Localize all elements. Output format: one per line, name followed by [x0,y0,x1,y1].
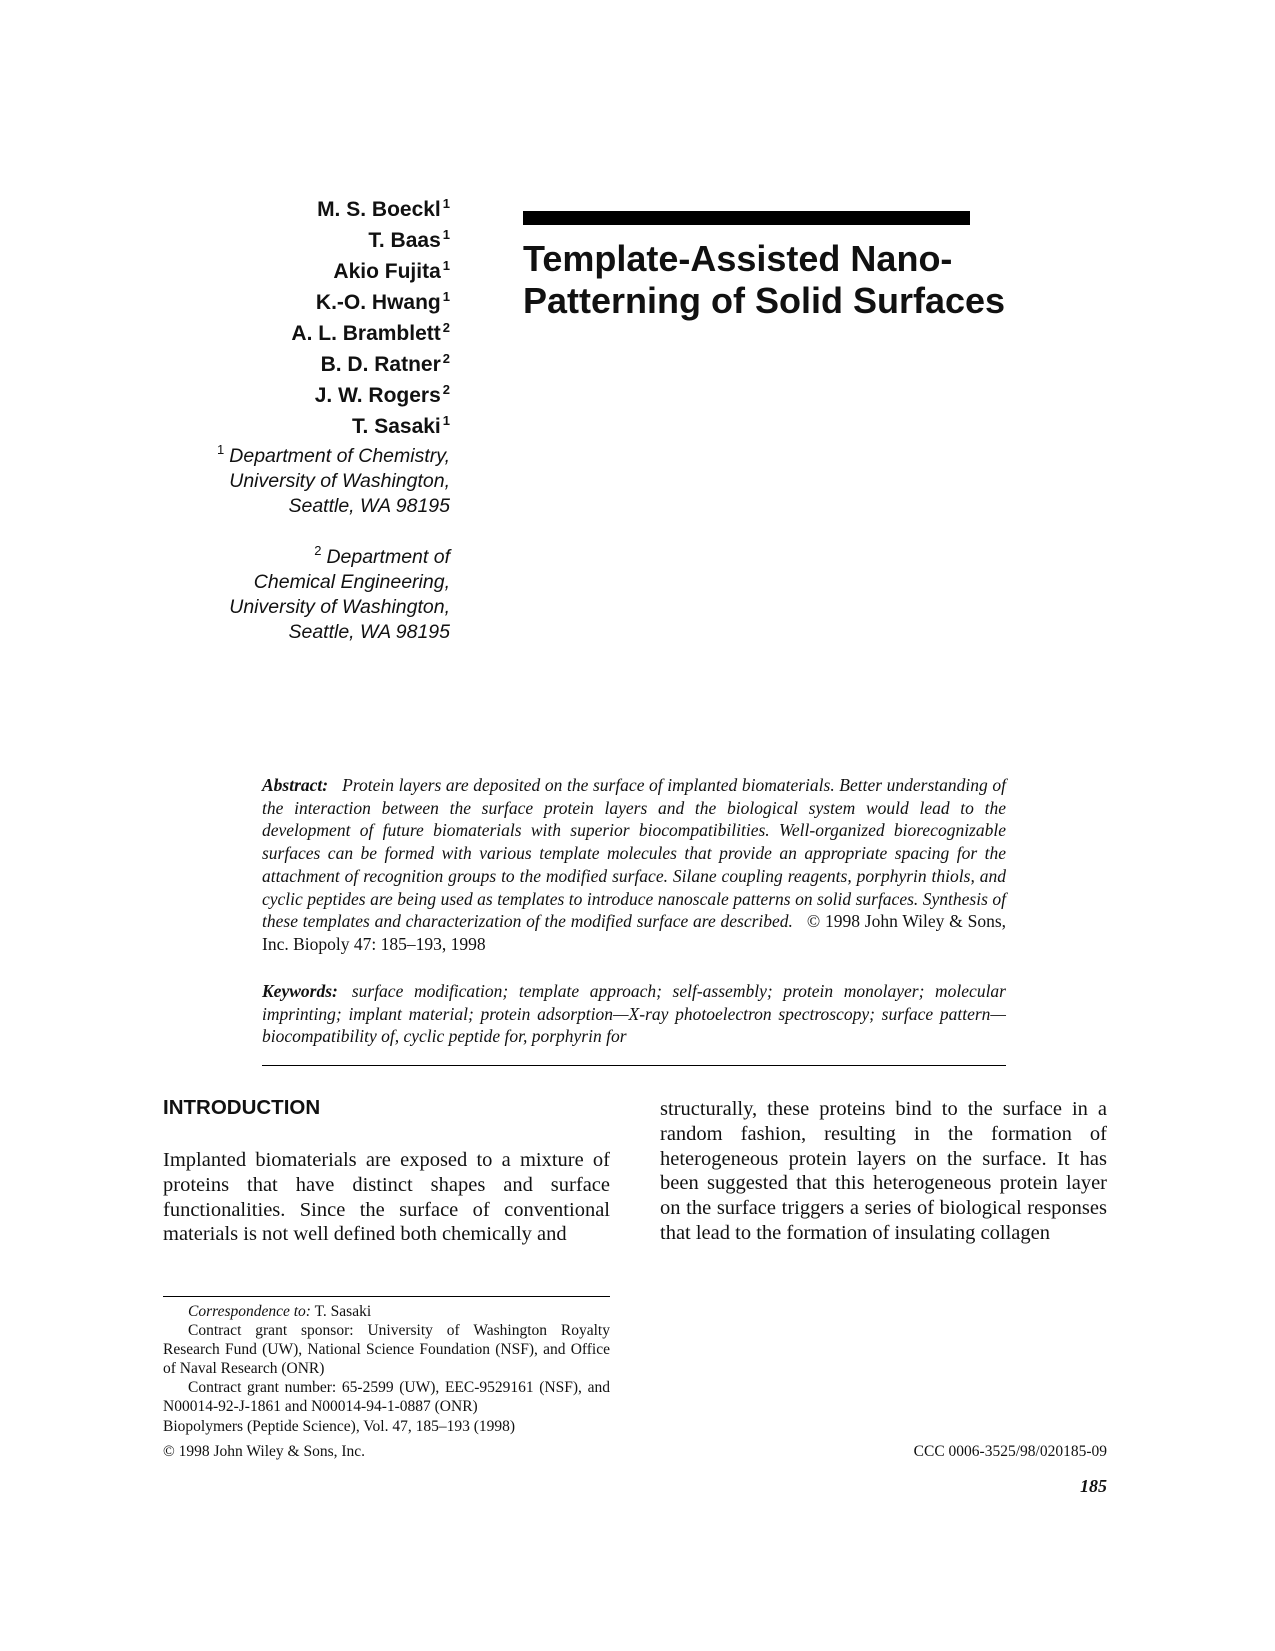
affiliation-line [150,570,450,595]
title-bar [523,211,970,225]
correspondence-label: Correspondence to: [188,1303,311,1320]
affiliation-line [150,494,450,519]
author-name-text: A. L. Bramblett [291,322,441,345]
affiliation-text: Department of [326,546,450,568]
affiliation-line [150,595,450,620]
keywords [262,980,1006,1048]
affiliation-text: Chemical Engineering, [253,571,450,593]
author-name-text: T. Sasaki [352,415,441,438]
author-name-text: T. Baas [368,229,441,252]
author-affiliation-mark: 1 [442,413,450,428]
author-affiliation-mark: 2 [442,382,450,397]
author-affiliation-mark: 2 [442,351,450,366]
author-affiliation-mark: 1 [442,196,450,211]
author-affiliation-mark: 1 [442,227,450,242]
footnotes [163,1302,610,1416]
affiliation-text: Seattle, WA 98195 [288,495,450,517]
grant-sponsor-note: Contract grant sponsor: University of Washington Royalty Research Fund (UW), National Science Foundation (NSF), and Office of Naval Research (ONR) [163,1322,610,1377]
correspondence-name: T. Sasaki [314,1303,372,1320]
affiliation-line [150,620,450,645]
affiliation-text: Seattle, WA 98195 [288,621,450,643]
introduction-heading: INTRODUCTION [163,1096,321,1119]
title-line-2: Patterning of Solid Surfaces [523,280,1006,321]
affiliation-mark: 2 [314,543,322,558]
keywords-label: Keywords: [262,981,338,1001]
author-name-text: B. D. Ratner [320,353,441,376]
abstract-citation: © 1998 John Wiley & Sons, Inc. Biopoly 47: 185–193, 1998 [262,911,1007,954]
affiliation-1 [150,444,450,519]
correspondence-note [163,1302,610,1321]
affiliation-line [150,444,450,469]
author-affiliation-mark: 1 [442,289,450,304]
copyright-notice: © 1998 John Wiley & Sons, Inc. [163,1443,366,1460]
ccc-code: CCC 0006-3525/98/020185-09 [913,1443,1107,1460]
author-name [150,349,450,380]
affiliation-text: University of Washington, [229,596,450,618]
author-name-text: K.-O. Hwang [315,291,441,314]
affiliation-text: Department of Chemistry, [229,445,450,467]
page-number: 185 [1080,1476,1107,1496]
author-list [150,194,450,645]
author-name [150,318,450,349]
affiliation-text: University of Washington, [229,470,450,492]
affiliation-2 [150,545,450,645]
author-name [150,256,450,287]
journal-citation: Biopolymers (Peptide Science), Vol. 47, 185–193 (1998) [163,1418,516,1435]
introduction-text-right: structurally, these proteins bind to the surface in a random fashion, resulting in the formation of heterogeneous protein layers on the surface. It has been suggested that this heterogeneous protein layer on the surface triggers a series of biological responses that lead to the formation of insulating collagen [660,1098,1107,1244]
article-title [523,238,1243,322]
abstract-text: Protein layers are deposited on the surface of implanted biomaterials. Better understanding of the interaction between the surface protein layers and the biological system would lead to the development of future biomaterials with superior biocompatibilities. Well-organized biorecognizable surfaces can be formed with various template molecules that provide an appropriate spacing for the attachment of recognition groups to the modified surface. Silane coupling reagents, porphyrin thiols, and cyclic peptides are being used as templates to introduce nanoscale patterns on solid surfaces. Synthesis of these templates and characterization of the modified surface are described. [262,775,1006,932]
abstract-divider [262,1065,1006,1066]
abstract-label: Abstract: [262,775,329,795]
keywords-text: surface modification; template approach; self-assembly; protein monolayer; molecular imprinting; implant material; protein adsorption—X-ray photoelectron spectroscopy; surface pattern—biocompatibility of, cyclic peptide for, porphyrin for [262,981,1006,1047]
affiliation-mark: 1 [217,442,225,457]
author-name-text: Akio Fujita [333,260,441,283]
title-line-1: Template-Assisted Nano- [523,238,953,279]
footnote-divider [163,1296,610,1297]
abstract [262,774,1006,956]
affiliation-line [150,469,450,494]
author-affiliation-mark: 1 [442,258,450,273]
author-name [150,287,450,318]
author-name-text: J. W. Rogers [314,384,441,407]
author-name-text: M. S. Boeckl [317,198,441,221]
author-name [150,225,450,256]
author-affiliation-mark: 2 [442,320,450,335]
introduction-text-left: Implanted biomaterials are exposed to a mixture of proteins that have distinct shapes and surface functionalities. Since the surface of conventional materials is not well defined both chemically and [163,1149,610,1246]
author-name [150,411,450,442]
grant-number-note: Contract grant number: 65-2599 (UW), EEC-9529161 (NSF), and N00014-92-J-1861 and N00014-94-1-0887 (ONR) [163,1379,610,1415]
author-name [150,194,450,225]
affiliation-line [150,545,450,570]
author-name [150,380,450,411]
